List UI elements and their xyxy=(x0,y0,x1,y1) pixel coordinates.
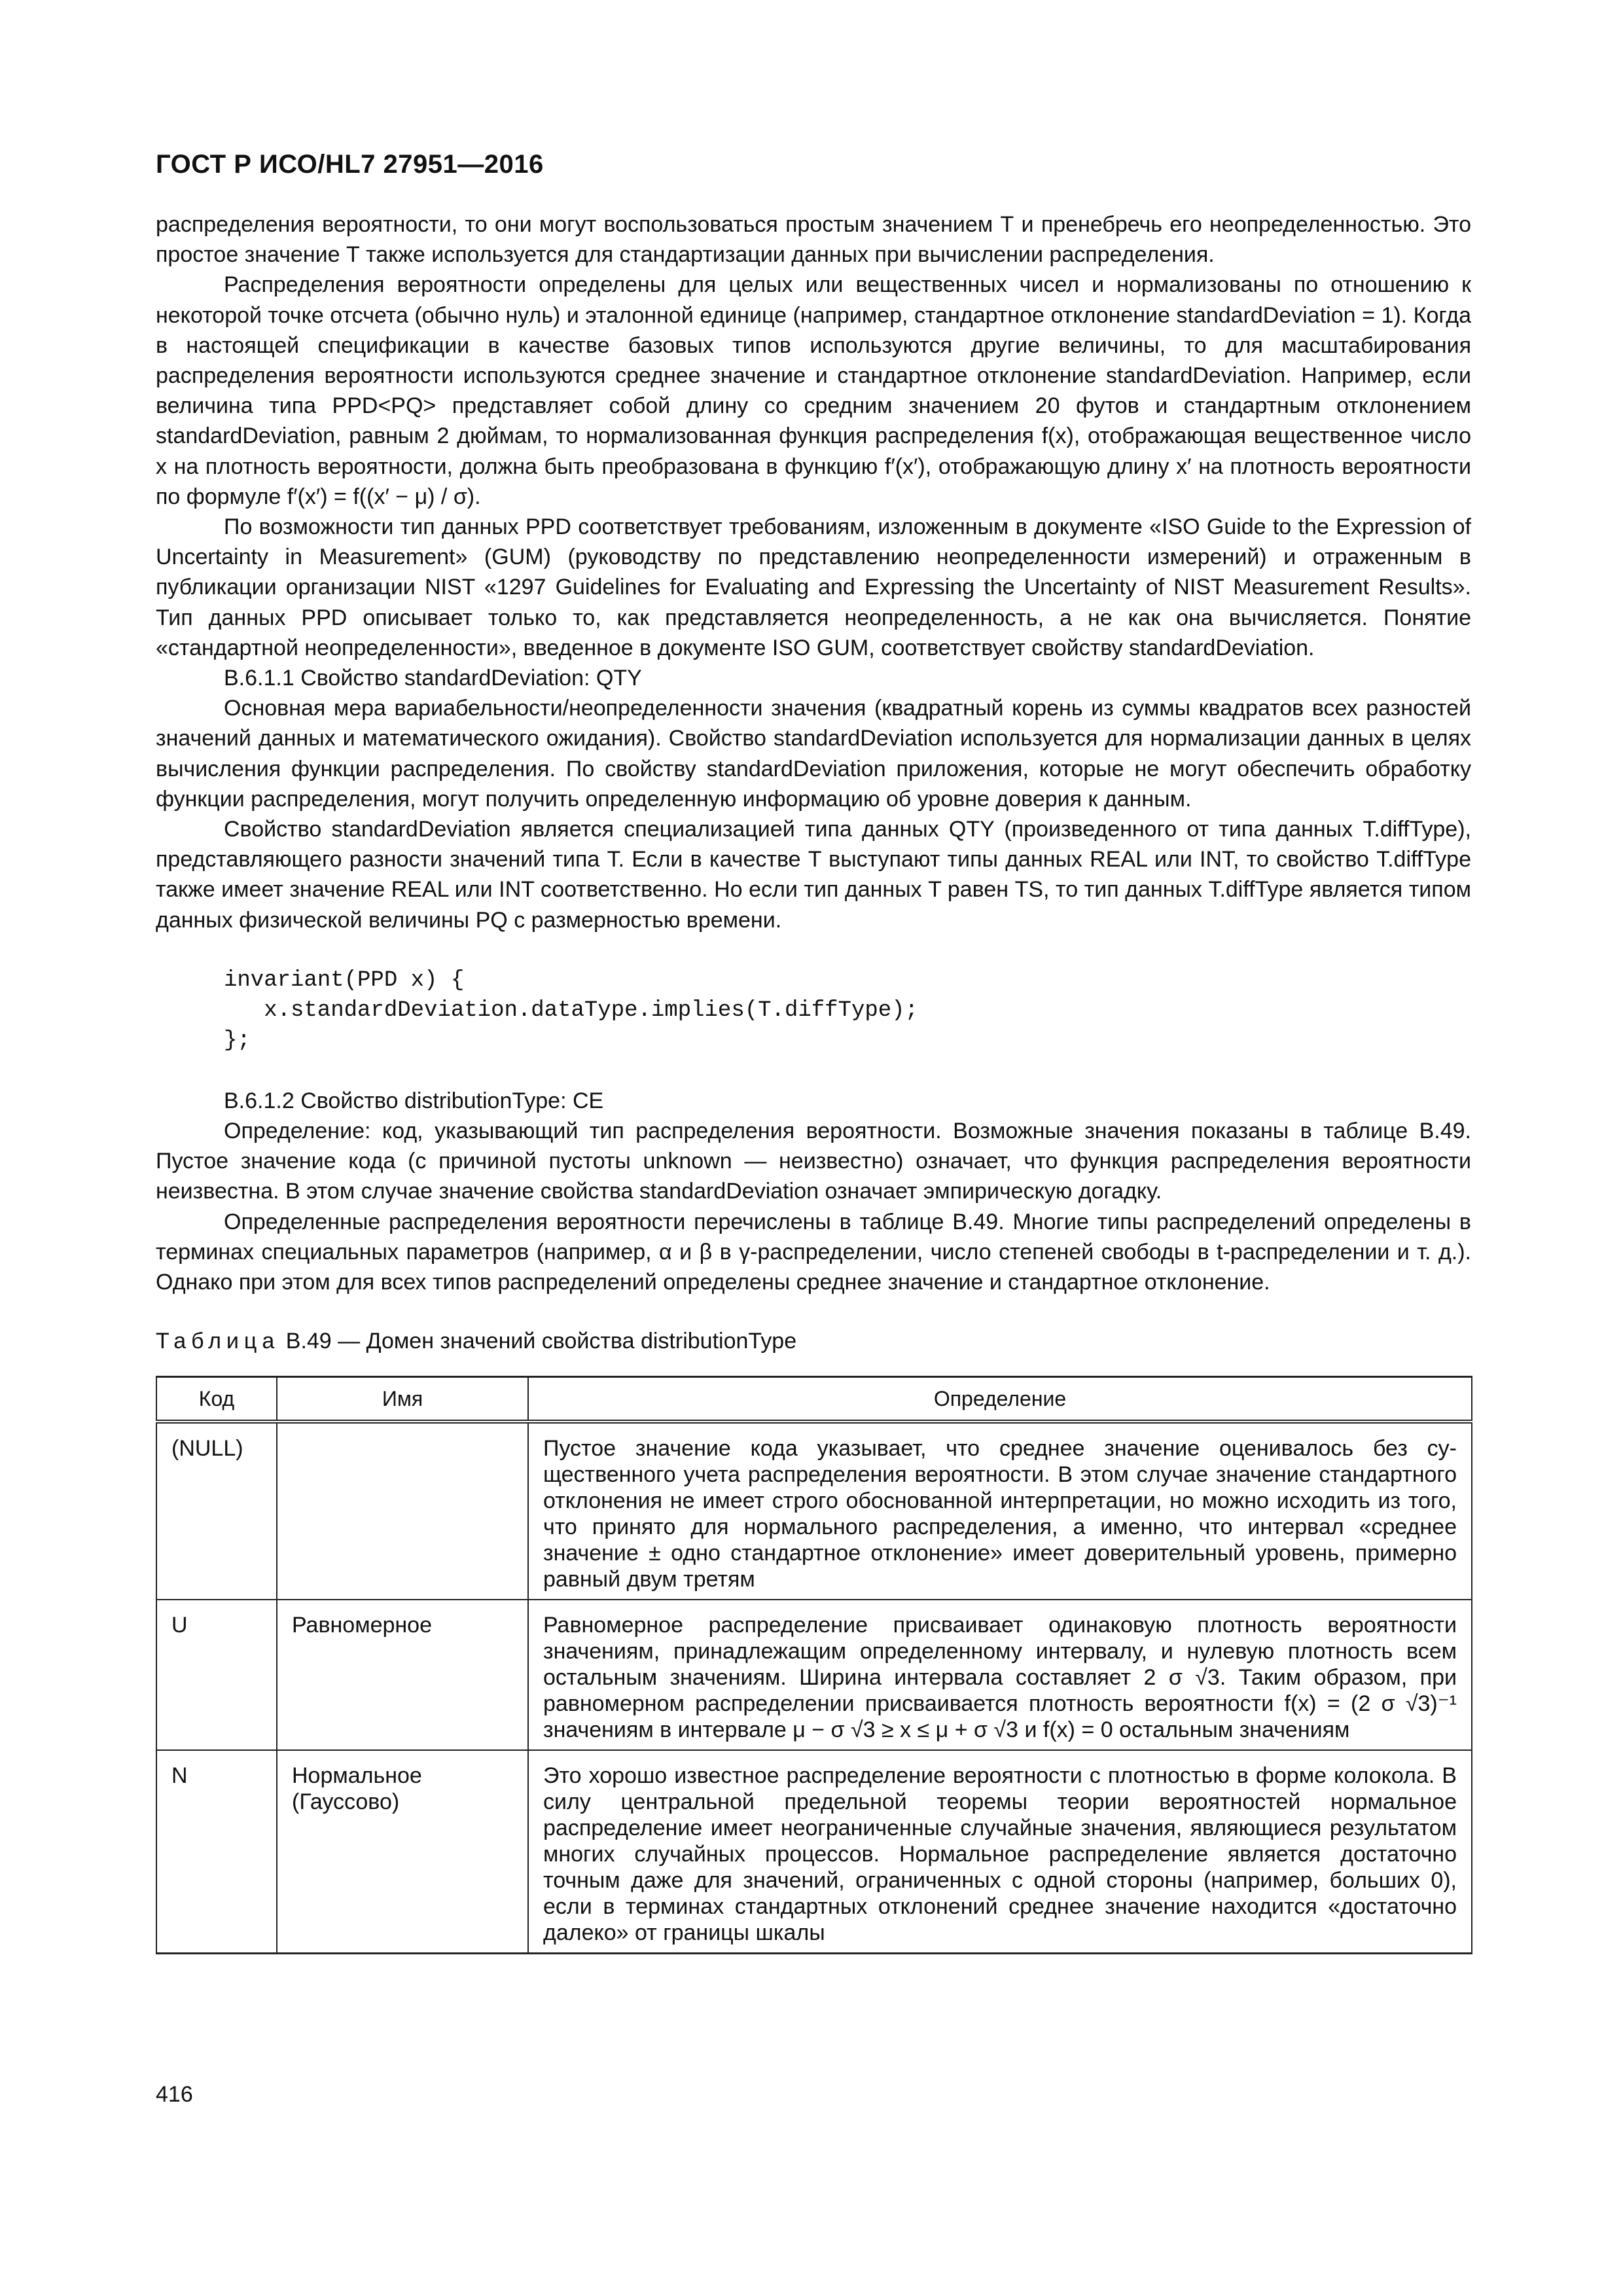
cell-definition: Это хорошо известное распределение вероятности с плотностью в форме колокола. В силу центральной предельной теоремы теории вероятностей нормальное распределение имеет неограниченные случайные значения, являющиеся результатом многих случайных процессов. Нормальное распределение является достаточно точным даже для значений, ограниченных с одной стороны (например, больших 0), если в терминах стандартных отклонений среднее значение находится «достаточно далеко» от границы шкалы xyxy=(528,1750,1472,1954)
cell-name xyxy=(277,1422,528,1600)
table-row xyxy=(156,1600,1472,1750)
distribution-type-table xyxy=(156,1376,1472,1954)
column-header-name: Имя xyxy=(277,1377,528,1422)
column-header-definition: Определение xyxy=(528,1377,1472,1422)
table-row xyxy=(156,1750,1472,1954)
cell-definition: Равномерное распределение присваивает одинаковую плотность вероятности значениям, принадлежащим определенному интервалу, и нулевую плотность всем остальным значениям. Ширина интервала составляет 2 σ √3. Таким образом, при равномерном распределении присваивается плотность вероятности f(x) = (2 σ √3)⁻¹ значениям в интервале μ − σ √3 ≥ x ≤ μ + σ √3 и f(x) = 0 остальным значениям xyxy=(528,1600,1472,1750)
cell-code: (NULL) xyxy=(156,1422,277,1600)
paragraph: распределения вероятности, то они могут воспользоваться простым значением Т и пренебречь его неопределенностью. Это простое значение Т также используется для стандартизации данных при вычислении распределения. xyxy=(156,212,1471,268)
paragraph: Распределения вероятности определены для целых или вещественных чисел и нормализованы по отношению к некоторой точке отсчета (обычно нуль) и эталонной единице (например, стандартное отклонение standardDeviation = 1). Когда в настоящей спецификации в качестве базовых типов используются другие величины, то для масштабирования распределения вероятности используются среднее значение и стандартное отклонение standardDeviation. Например, если величина типа PPD<PQ> представляет собой длину со средним значением 20 футов и стандартным отклонением standardDeviation, равным 2 дюймам, то нормализованная функция распределения f(x), отображающая вещественное число x на плотность вероятности, должна быть преобразована в функцию f′(x′), отображающую длину x′ на плотность вероятности по формуле f′(x′) = f((x′ − μ) / σ). xyxy=(156,272,1471,509)
column-header-code: Код xyxy=(156,1377,277,1422)
document-page xyxy=(156,148,1471,1954)
cell-name: Нормальное (Гауссово) xyxy=(277,1750,528,1954)
table-caption-prefix: Таблица xyxy=(156,1329,280,1354)
paragraph: Свойство standardDeviation является специализацией типа данных QTY (произведенного от типа данных T.diffType), представляющего разности значений типа T. Если в качестве T выступают типы данных REAL или INT, то свойство T.diffType также имеет значение REAL или INT соответственно. Но если тип данных T равен TS, то тип данных T.diffType является типом данных физической величины PQ с размерностью времени. xyxy=(156,817,1471,933)
paragraph: Основная мера вариабельности/неопределенности значения (квадратный корень из суммы квадратов всех разностей значений данных и математического ожидания). Свойство standardDeviation используется для нормализации данных в целях вычисления функции распределения. По свойству standardDeviation приложения, которые не могут обеспечить обработку функции распределения, могут получить определенную информацию об уровне доверия к данным. xyxy=(156,696,1471,812)
paragraph: Определенные распределения вероятности перечислены в таблице В.49. Многие типы распределений определены в терминах специальных параметров (например, α и β в γ-распределении, число степеней свободы в t-распределении и т. д.). Однако при этом для всех типов распределений определены среднее значение и стандартное отклонение. xyxy=(156,1209,1471,1295)
table-caption xyxy=(156,1326,1471,1356)
document-header: ГОСТ Р ИСО/HL7 27951—2016 xyxy=(156,150,544,179)
section-heading: В.6.1.1 Свойство standardDeviation: QTY xyxy=(224,666,642,691)
cell-code: U xyxy=(156,1600,277,1750)
paragraph: Определение: код, указывающий тип распределения вероятности. Возможные значения показаны в таблице В.49. Пустое значение кода (с причиной пустоты unknown — неизвестно) означает, что функция распределения вероятности неизвестна. В этом случае значение свойства standardDeviation означает эмпирическую догадку. xyxy=(156,1119,1471,1204)
cell-code: N xyxy=(156,1750,277,1954)
body-text xyxy=(156,1086,1471,1297)
body-text xyxy=(156,209,1471,935)
page-number: 416 xyxy=(156,2082,193,2107)
cell-definition: Пустое значение кода указывает, что среднее значение оценивалось без существенного учета распределения вероятности. В этом случае значение стандартного отклонения не имеет строго обоснованной интерпретации, но можно исходить из того, что принято для нормального распределения, а именно, что интервал «среднее значение ± одно стандартное отклонение» имеет доверительный уровень, примерно равный двум третям xyxy=(528,1422,1472,1600)
table-header-row xyxy=(156,1377,1472,1422)
table-caption-text: В.49 — Домен значений свойства distributionType xyxy=(285,1329,797,1354)
cell-name: Равномерное xyxy=(277,1600,528,1750)
paragraph: По возможности тип данных PPD соответствует требованиям, изложенным в документе «ISO Guide to the Expression of Uncertainty in Measurement» (GUM) (руководству по представлению неопределенности измерений) и отраженным в публикации организации NIST «1297 Guidelines for Evaluating and Expressing the Uncertainty of NIST Measurement Results». Тип данных PPD описывает только то, как представляется неопределенность, а не как она вычисляется. Понятие «стандартной неопределенности», введенное в документе ISO GUM, соответствует свойству standardDeviation. xyxy=(156,514,1471,660)
code-block: invariant(PPD x) { x.standardDeviation.dataType.implies(T.diffType); }; xyxy=(224,967,918,1053)
table-row xyxy=(156,1422,1472,1600)
section-heading: В.6.1.2 Свойство distributionType: CE xyxy=(224,1088,604,1113)
